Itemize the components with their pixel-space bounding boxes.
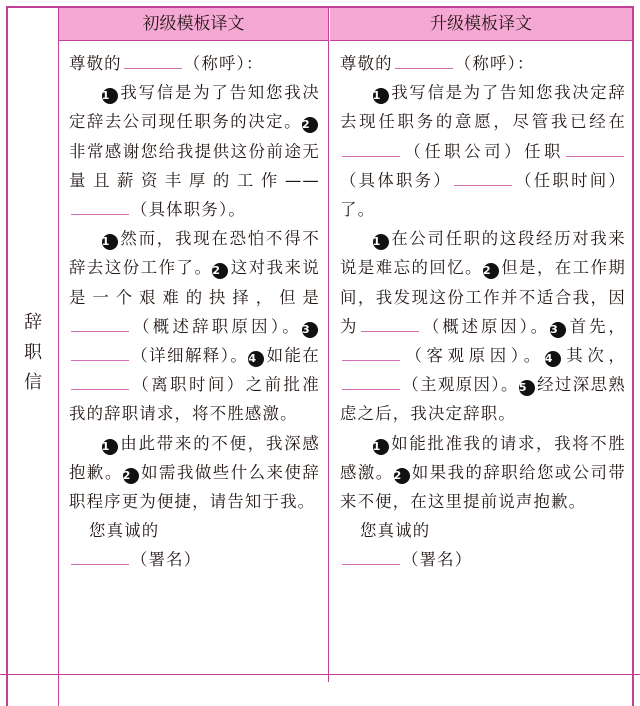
fill-in-blank xyxy=(124,50,182,69)
salutation: 尊敬的 （称呼）： xyxy=(69,49,320,78)
fill-in-blank xyxy=(342,342,400,361)
sentence-number-badge: 1 xyxy=(102,439,118,455)
signature-line: （署名） xyxy=(340,545,626,574)
row-label-char: 职 xyxy=(24,342,42,363)
letter-paragraph: 1 我写信是为了告知您我决定辞去现任职务的意愿，尽管我已经在（任职公司）任职（具体职务） （任职时间）了。 xyxy=(340,83,626,220)
sentence-number-badge: 5 xyxy=(519,380,535,396)
letter-paragraph: 1 我写信是为了告知您我决定辞去公司现任职务的决定。2非常感谢您给我提供这份前途无量且薪资丰厚的工作——（具体职务）。 xyxy=(69,83,320,220)
row-label-cell xyxy=(8,8,59,706)
closing: 您真诚的 xyxy=(89,521,160,541)
letter-paragraph: 1 然而，我现在恐怕不得不辞去这份工作了。2 这对我来说是一个艰难的抉择，但是（概述辞职原因）。3（详细解释）。4 如能在（离职时间）之前批准我的辞职请求，将不胜感激。 xyxy=(69,229,321,424)
closing: 您真诚的 xyxy=(360,521,431,541)
column-header-advanced: 升级模板译文 xyxy=(330,8,632,41)
sentence-number-badge: 2 xyxy=(212,263,228,279)
sentence-number-badge: 1 xyxy=(102,88,118,104)
basic-template-column xyxy=(59,8,329,682)
letter-body-basic xyxy=(59,41,328,575)
salutation: 尊敬的 （称呼）： xyxy=(340,49,626,78)
fill-in-blank xyxy=(71,196,129,215)
fill-in-blank xyxy=(71,371,129,390)
letter-body-advanced xyxy=(330,41,632,575)
fill-in-blank xyxy=(566,138,624,157)
fill-in-blank xyxy=(454,167,512,186)
row-label-char: 信 xyxy=(24,372,42,393)
comparison-table xyxy=(6,6,634,706)
row-label xyxy=(8,308,58,398)
fill-in-blank xyxy=(395,50,453,69)
table-bottom-border xyxy=(0,674,640,675)
sentence-number-badge: 2 xyxy=(483,263,499,279)
sentence-number-badge: 1 xyxy=(373,234,389,250)
fill-in-blank xyxy=(71,342,129,361)
letter-paragraph: 1 由此带来的不便，我深感抱歉。2 如需我做些什么来使辞职程序更为便捷，请告知于我。 xyxy=(69,433,321,512)
sentence-number-badge: 1 xyxy=(373,439,389,455)
sentence-number-badge: 3 xyxy=(302,322,318,338)
row-label-char: 辞 xyxy=(24,312,42,333)
sentence-number-badge: 3 xyxy=(550,322,566,338)
signature-line: （署名） xyxy=(69,545,320,574)
column-header-basic: 初级模板译文 xyxy=(59,8,328,41)
advanced-template-column xyxy=(330,8,634,682)
fill-in-blank xyxy=(342,138,400,157)
fill-in-blank xyxy=(342,371,400,390)
sentence-number-badge: 1 xyxy=(373,88,389,104)
fill-in-blank xyxy=(71,313,129,332)
fill-in-blank xyxy=(361,313,419,332)
sentence-number-badge: 2 xyxy=(123,468,139,484)
fill-in-blank xyxy=(71,546,129,565)
sentence-number-badge: 2 xyxy=(302,117,318,133)
sentence-number-badge: 1 xyxy=(102,234,118,250)
letter-paragraph: 1 在公司任职的这段经历对我来说是难忘的回忆。2 但是，在工作期间，我发现这份工作并不适合我，因为 （概述原因）。3 首先，（客观原因）。4 其次，（主观原因）。5 经过深思熟虑之后，我决定辞职。 xyxy=(340,229,627,424)
sentence-number-badge: 4 xyxy=(248,351,264,367)
sentence-number-badge: 2 xyxy=(394,468,410,484)
letter-paragraph: 1 如能批准我的请求，我将不胜感激。2 如果我的辞职给您或公司带来不便，在这里提前说声抱歉。 xyxy=(340,433,626,512)
fill-in-blank xyxy=(342,546,400,565)
sentence-number-badge: 4 xyxy=(545,351,561,367)
